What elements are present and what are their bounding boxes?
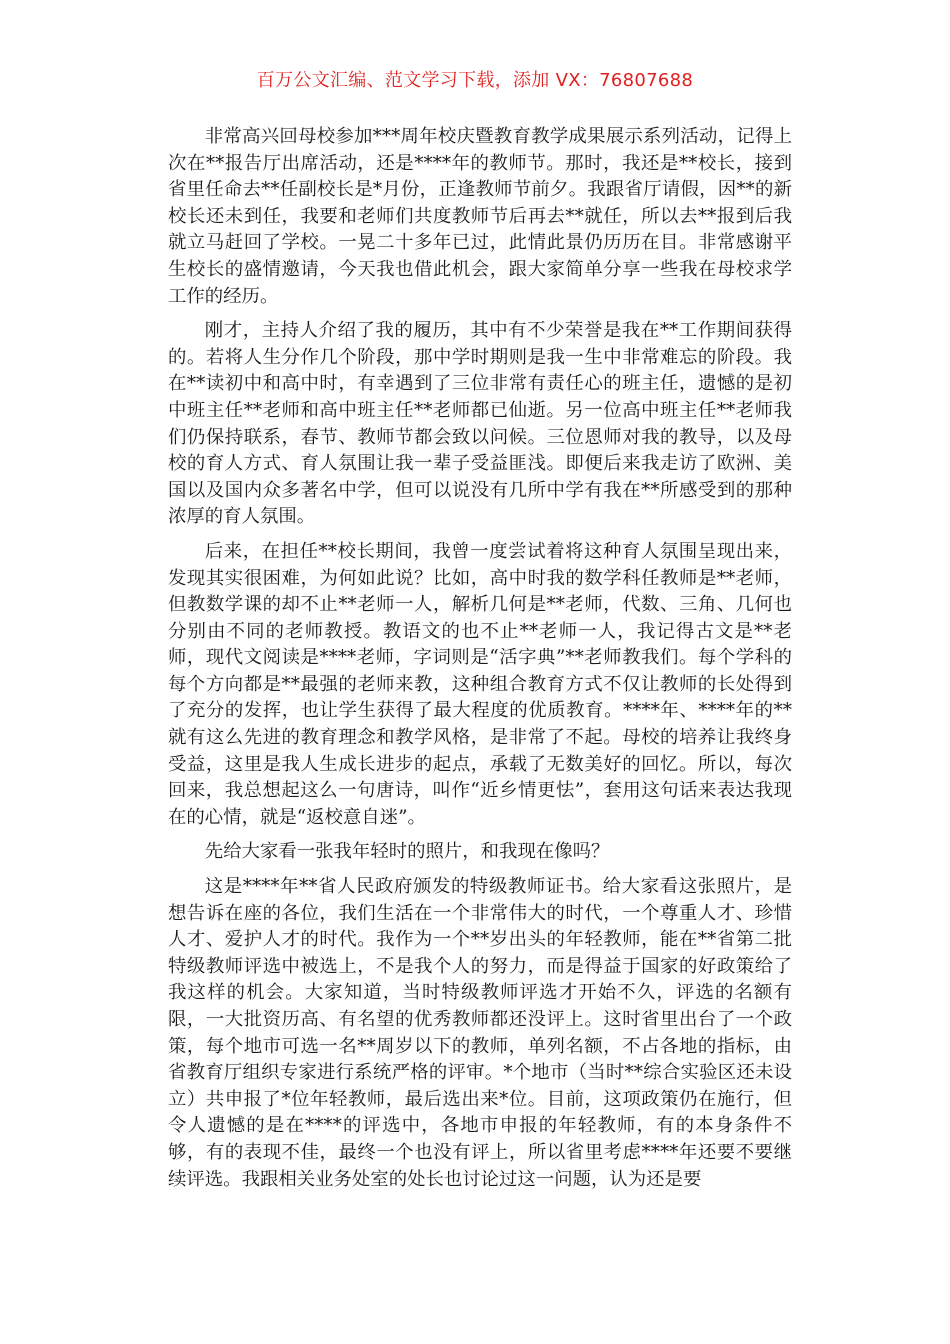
document-body [168,124,792,1201]
paragraph: 非常高兴回母校参加***周年校庆暨教育教学成果展示系列活动，记得上次在**报告厅出席活动，还是****年的教师节。那时，我还是**校长，接到省里任命去**任副校长是*月份，正逢教师节前夕。我跟省厅请假，因**的新校长还未到任，我要和老师们共度教师节后再去**就任，所以去**报到后我就立马赶回了学校。一晃二十多年已过，此情此景仍历历在目。非常感谢平生校长的盛情邀请，今天我也借此机会，跟大家简单分享一些我在母校求学工作的经历。 [168,126,792,307]
paragraph: 刚才，主持人介绍了我的履历，其中有不少荣誉是我在**工作期间获得的。若将人生分作几个阶段，那中学时期则是我一生中非常难忘的阶段。我在**读初中和高中时，有幸遇到了三位非常有责任心的班主任，遗憾的是初中班主任**老师和高中班主任**老师都已仙逝。另一位高中班主任**老师我们仍保持联系，春节、教师节都会致以问候。三位恩师对我的教导，以及母校的育人方式、育人氛围让我一辈子受益匪浅。即便后来我走访了欧洲、美国以及国内众多著名中学，但可以说没有几所中学有我在**所感受到的那种浓厚的育人氛围。 [168,320,792,528]
paragraph: 后来，在担任**校长期间，我曾一度尝试着将这种育人氛围呈现出来，发现其实很困难，为何如此说？比如，高中时我的数学科任教师是**老师，但教数学课的却不止**老师一人，解析几何是**老师，代数、三角、几何也分别由不同的老师教授。教语文的也不止**老师一人，我记得古文是**老师，现代文阅读是****老师，字词则是“活字典”**老师教我们。每个学科的每个方向都是**最强的老师来教，这种组合教育方式不仅让教师的长处得到了充分的发挥，也让学生获得了最大程度的优质教育。****年、****年的**就有这么先进的教育理念和教学风格，是非常了不起。母校的培养让我终身受益，这里是我人生成长进步的起点，承载了无数美好的回忆。所以，每次回来，我总想起这么一句唐诗，叫作“近乡情更怯”，套用这句话来表达我现在的心情，就是“返校意自迷”。 [168,540,792,828]
paragraph: 先给大家看一张我年轻时的照片，和我现在像吗？ [204,841,610,863]
header-banner: 百万公文汇编、范文学习下载，添加 VX：76807688 [256,70,694,91]
paragraph: 这是****年**省人民政府颁发的特级教师证书。给大家看这张照片，是想告诉在座的各位，我们生活在一个非常伟大的时代，一个尊重人才、珍惜人才、爱护人才的时代。我作为一个**岁出头的年轻教师，能在**省第二批特级教师评选中被选上，不是我个人的努力，而是得益于国家的好政策给了我这样的机会。大家知道，当时特级教师评选才开始不久，评选的名额有限，一大批资历高、有名望的优秀教师都还没评上。这时省里出台了一个政策，每个地市可选一名**周岁以下的教师，单列名额，不占各地的指标，由省教育厅组织专家进行系统严格的评审。*个地市（当时**综合实验区还未设立）共申报了*位年轻教师，最后选出来*位。目前，这项政策仍在施行，但令人遗憾的是在****的评选中，各地市申报的年轻教师，有的本身条件不够，有的表现不佳，最终一个也没有评上，所以省里考虑****年还要不要继续评选。我跟相关业务处室的处长也讨论过这一问题，认为还是要 [168,876,792,1190]
